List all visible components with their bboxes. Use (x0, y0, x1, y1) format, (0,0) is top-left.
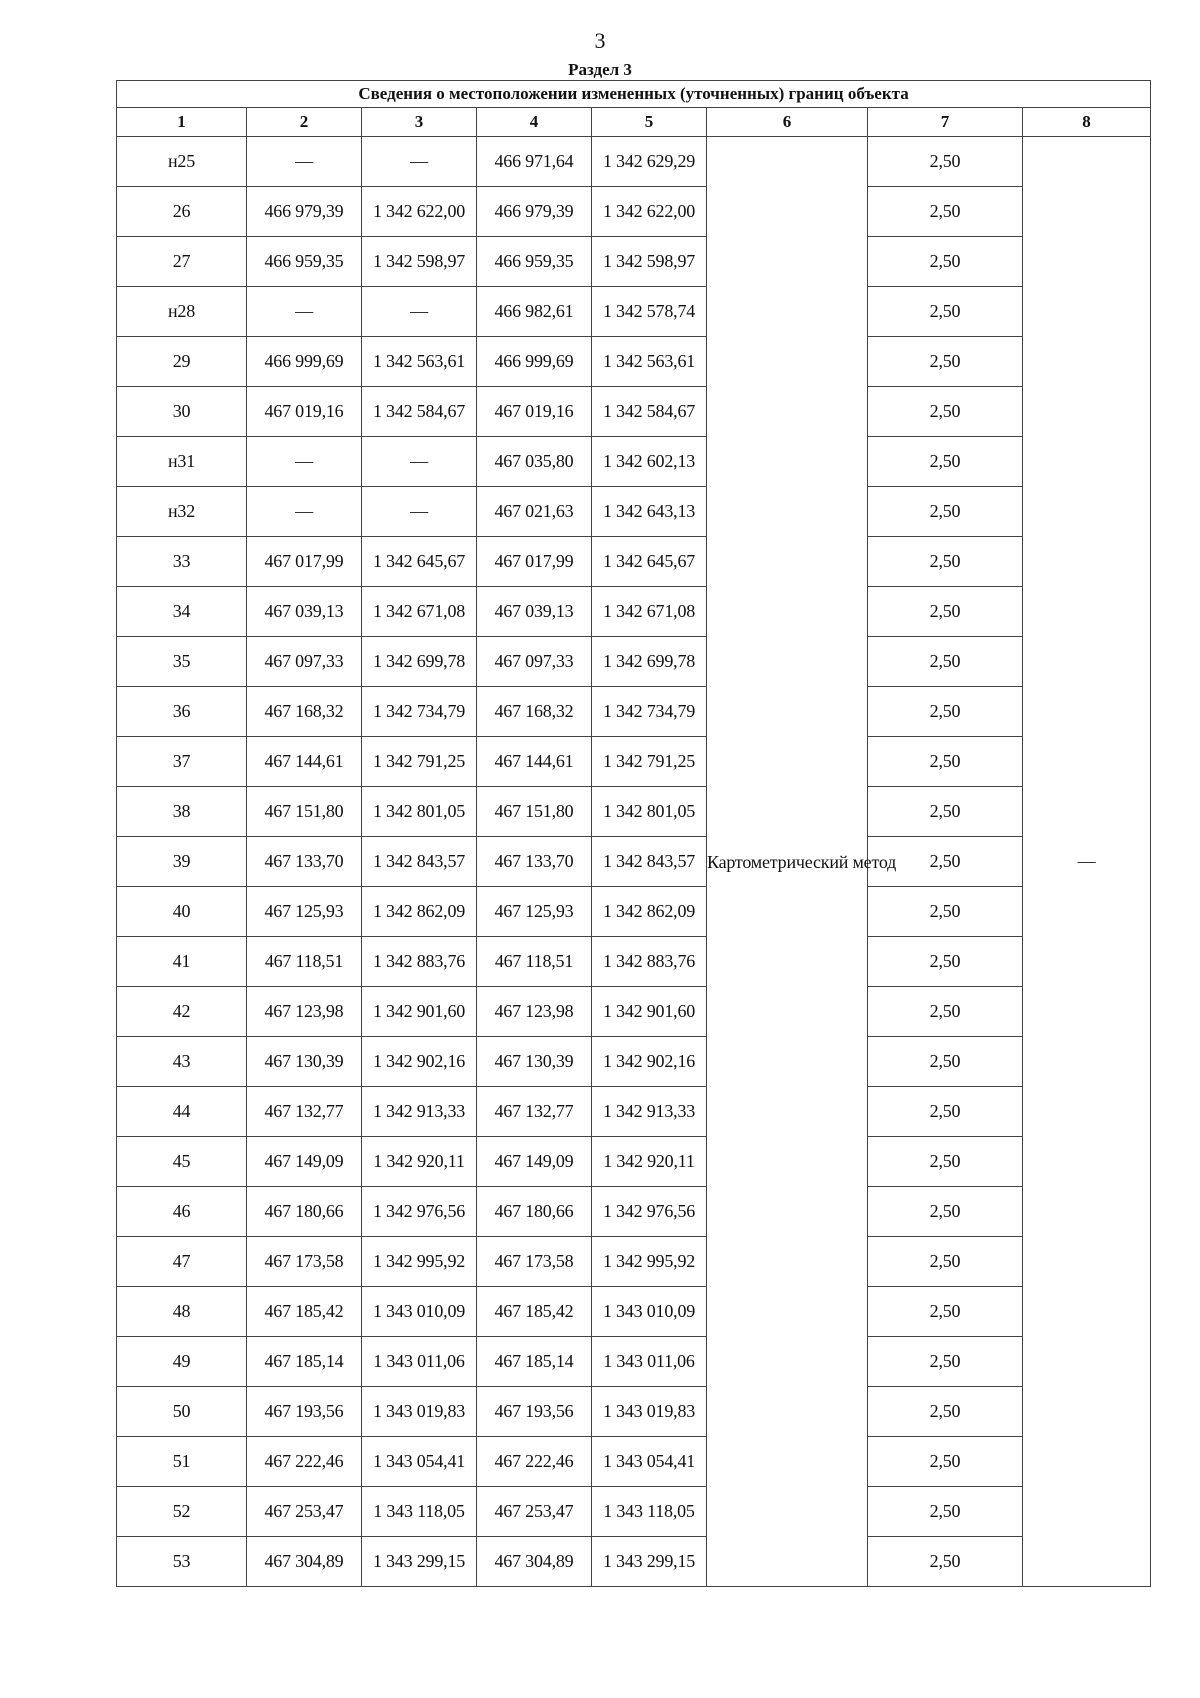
cell-point: 51 (117, 1437, 247, 1487)
cell-accuracy: 2,50 (868, 1487, 1023, 1537)
cell-x-old: 467 123,98 (247, 987, 362, 1037)
column-header-2: 2 (247, 108, 362, 137)
cell-y-old: 1 343 019,83 (362, 1387, 477, 1437)
cell-x-new: 467 123,98 (477, 987, 592, 1037)
cell-x-new: 467 017,99 (477, 537, 592, 587)
cell-x-new: 467 039,13 (477, 587, 592, 637)
cell-y-new: 1 342 622,00 (592, 187, 707, 237)
cell-x-new: 467 168,32 (477, 687, 592, 737)
cell-x-old: 466 979,39 (247, 187, 362, 237)
cell-x-new: 467 185,14 (477, 1337, 592, 1387)
cell-y-new: 1 343 019,83 (592, 1387, 707, 1437)
cell-y-old: 1 342 791,25 (362, 737, 477, 787)
table-body (117, 137, 1151, 1587)
column-header-6: 6 (707, 108, 868, 137)
cell-y-new: 1 342 629,29 (592, 137, 707, 187)
cell-point: 35 (117, 637, 247, 687)
cell-point: 52 (117, 1487, 247, 1537)
cell-accuracy: 2,50 (868, 287, 1023, 337)
cell-point: 45 (117, 1137, 247, 1187)
cell-y-new: 1 343 010,09 (592, 1287, 707, 1337)
cell-point: 49 (117, 1337, 247, 1387)
cell-x-old: 467 144,61 (247, 737, 362, 787)
cell-x-old: — (247, 437, 362, 487)
cell-y-old: 1 342 622,00 (362, 187, 477, 237)
cell-point: 43 (117, 1037, 247, 1087)
cell-y-old: 1 342 734,79 (362, 687, 477, 737)
cell-x-old: 466 959,35 (247, 237, 362, 287)
cell-x-new: 467 132,77 (477, 1087, 592, 1137)
table-row (117, 1087, 1151, 1137)
cell-x-old: — (247, 137, 362, 187)
cell-x-new: 466 959,35 (477, 237, 592, 287)
cell-y-new: 1 342 862,09 (592, 887, 707, 937)
cell-accuracy: 2,50 (868, 237, 1023, 287)
cell-x-old: 467 039,13 (247, 587, 362, 637)
cell-y-old: 1 342 913,33 (362, 1087, 477, 1137)
cell-x-new: 467 130,39 (477, 1037, 592, 1087)
cell-y-old: 1 343 010,09 (362, 1287, 477, 1337)
cell-y-new: 1 342 645,67 (592, 537, 707, 587)
cell-method: Картометрический метод (707, 137, 868, 1587)
cell-x-new: 467 019,16 (477, 387, 592, 437)
cell-y-old: 1 342 584,67 (362, 387, 477, 437)
cell-y-new: 1 342 734,79 (592, 687, 707, 737)
cell-x-new: 467 097,33 (477, 637, 592, 687)
cell-x-new: 466 971,64 (477, 137, 592, 187)
cell-x-new: 467 185,42 (477, 1287, 592, 1337)
cell-x-new: 467 222,46 (477, 1437, 592, 1487)
table-row (117, 637, 1151, 687)
cell-x-old: 467 133,70 (247, 837, 362, 887)
cell-y-old: — (362, 137, 477, 187)
cell-y-old: 1 342 843,57 (362, 837, 477, 887)
table-row (117, 537, 1151, 587)
cell-point: 37 (117, 737, 247, 787)
table-row (117, 1487, 1151, 1537)
cell-x-old: 467 151,80 (247, 787, 362, 837)
cell-accuracy: 2,50 (868, 1387, 1023, 1437)
cell-point: н28 (117, 287, 247, 337)
cell-y-new: 1 342 563,61 (592, 337, 707, 387)
cell-point: 40 (117, 887, 247, 937)
table-row (117, 787, 1151, 837)
cell-accuracy: 2,50 (868, 787, 1023, 837)
column-header-3: 3 (362, 108, 477, 137)
cell-point: 44 (117, 1087, 247, 1137)
table-row (117, 587, 1151, 637)
cell-y-new: 1 342 602,13 (592, 437, 707, 487)
cell-point: н32 (117, 487, 247, 537)
cell-x-old: 467 017,99 (247, 537, 362, 587)
cell-accuracy: 2,50 (868, 937, 1023, 987)
cell-y-new: 1 342 699,78 (592, 637, 707, 687)
cell-x-new: 467 149,09 (477, 1137, 592, 1187)
column-header-5: 5 (592, 108, 707, 137)
cell-y-new: 1 342 913,33 (592, 1087, 707, 1137)
cell-y-new: 1 342 883,76 (592, 937, 707, 987)
table-row (117, 1387, 1151, 1437)
cell-x-new: 467 193,56 (477, 1387, 592, 1437)
table-row (117, 387, 1151, 437)
cell-accuracy: 2,50 (868, 1237, 1023, 1287)
table-row (117, 337, 1151, 387)
cell-x-new: 467 133,70 (477, 837, 592, 887)
cell-accuracy: 2,50 (868, 137, 1023, 187)
table-row (117, 1187, 1151, 1237)
cell-point: 30 (117, 387, 247, 437)
table-row (117, 1287, 1151, 1337)
cell-point: 38 (117, 787, 247, 837)
cell-y-new: 1 342 976,56 (592, 1187, 707, 1237)
cell-y-old: 1 342 976,56 (362, 1187, 477, 1237)
cell-point: 27 (117, 237, 247, 287)
table-row (117, 287, 1151, 337)
cell-y-old: 1 342 902,16 (362, 1037, 477, 1087)
cell-point: 34 (117, 587, 247, 637)
table-row (117, 1537, 1151, 1587)
page-number: 3 (594, 28, 606, 53)
cell-point: 46 (117, 1187, 247, 1237)
cell-point: 36 (117, 687, 247, 737)
cell-y-old: 1 342 563,61 (362, 337, 477, 387)
cell-y-old: 1 342 671,08 (362, 587, 477, 637)
cell-accuracy: 2,50 (868, 1137, 1023, 1187)
cell-y-old: — (362, 287, 477, 337)
cell-x-new: 467 180,66 (477, 1187, 592, 1237)
cell-x-new: 466 982,61 (477, 287, 592, 337)
cell-accuracy: 2,50 (868, 987, 1023, 1037)
cell-accuracy: 2,50 (868, 487, 1023, 537)
cell-x-new: 467 173,58 (477, 1237, 592, 1287)
cell-accuracy: 2,50 (868, 1087, 1023, 1137)
cell-x-old: 467 168,32 (247, 687, 362, 737)
column-header-4: 4 (477, 108, 592, 137)
cell-y-old: — (362, 437, 477, 487)
table-row (117, 1237, 1151, 1287)
column-header-8: 8 (1023, 108, 1151, 137)
column-header-row (117, 108, 1151, 137)
cell-x-old: 467 019,16 (247, 387, 362, 437)
cell-point: 53 (117, 1537, 247, 1587)
cell-point: 26 (117, 187, 247, 237)
cell-x-old: 467 130,39 (247, 1037, 362, 1087)
cell-y-old: — (362, 487, 477, 537)
cell-x-old: 467 097,33 (247, 637, 362, 687)
cell-x-new: 467 151,80 (477, 787, 592, 837)
cell-x-old: — (247, 287, 362, 337)
cell-y-new: 1 343 011,06 (592, 1337, 707, 1387)
cell-x-new: 466 999,69 (477, 337, 592, 387)
cell-point: 48 (117, 1287, 247, 1337)
cell-x-new: 467 021,63 (477, 487, 592, 537)
cell-y-old: 1 342 645,67 (362, 537, 477, 587)
cell-x-old: 466 999,69 (247, 337, 362, 387)
cell-point: 42 (117, 987, 247, 1037)
cell-accuracy: 2,50 (868, 837, 1023, 887)
cell-point: 50 (117, 1387, 247, 1437)
column-header-1: 1 (117, 108, 247, 137)
cell-y-new: 1 342 643,13 (592, 487, 707, 537)
cell-y-new: 1 342 671,08 (592, 587, 707, 637)
cell-accuracy: 2,50 (868, 1187, 1023, 1237)
cell-x-new: 467 125,93 (477, 887, 592, 937)
cell-x-old: 467 132,77 (247, 1087, 362, 1137)
cell-accuracy: 2,50 (868, 537, 1023, 587)
table-row (117, 1337, 1151, 1387)
cell-y-new: 1 342 598,97 (592, 237, 707, 287)
cell-accuracy: 2,50 (868, 337, 1023, 387)
cell-y-new: 1 343 054,41 (592, 1437, 707, 1487)
cell-x-old: 467 185,42 (247, 1287, 362, 1337)
cell-x-new: 467 035,80 (477, 437, 592, 487)
cell-accuracy: 2,50 (868, 637, 1023, 687)
cell-accuracy: 2,50 (868, 437, 1023, 487)
cell-accuracy: 2,50 (868, 1437, 1023, 1487)
table-row (117, 1137, 1151, 1187)
cell-y-old: 1 342 883,76 (362, 937, 477, 987)
cell-y-old: 1 342 801,05 (362, 787, 477, 837)
boundary-coordinates-table (116, 80, 1151, 1587)
cell-y-new: 1 342 843,57 (592, 837, 707, 887)
cell-x-old: 467 185,14 (247, 1337, 362, 1387)
cell-accuracy: 2,50 (868, 1537, 1023, 1587)
cell-y-new: 1 342 578,74 (592, 287, 707, 337)
table-row (117, 137, 1151, 187)
cell-y-old: 1 342 920,11 (362, 1137, 477, 1187)
table-row (117, 737, 1151, 787)
cell-y-old: 1 342 901,60 (362, 987, 477, 1037)
table-row (117, 687, 1151, 737)
cell-x-old: 467 118,51 (247, 937, 362, 987)
cell-x-old: 467 180,66 (247, 1187, 362, 1237)
table-row (117, 937, 1151, 987)
cell-x-old: 467 125,93 (247, 887, 362, 937)
cell-y-old: 1 342 995,92 (362, 1237, 477, 1287)
cell-point: 29 (117, 337, 247, 387)
cell-accuracy: 2,50 (868, 687, 1023, 737)
table-row (117, 837, 1151, 887)
table-row (117, 237, 1151, 287)
section-title: Раздел 3 (568, 60, 632, 79)
cell-y-new: 1 342 901,60 (592, 987, 707, 1037)
cell-y-old: 1 342 699,78 (362, 637, 477, 687)
cell-x-new: 467 253,47 (477, 1487, 592, 1537)
cell-y-new: 1 342 920,11 (592, 1137, 707, 1187)
cell-accuracy: 2,50 (868, 1287, 1023, 1337)
cell-x-old: 467 304,89 (247, 1537, 362, 1587)
table-row (117, 1037, 1151, 1087)
cell-point: 39 (117, 837, 247, 887)
cell-point: 47 (117, 1237, 247, 1287)
cell-x-old: 467 149,09 (247, 1137, 362, 1187)
cell-accuracy: 2,50 (868, 387, 1023, 437)
cell-x-new: 467 118,51 (477, 937, 592, 987)
cell-x-old: 467 222,46 (247, 1437, 362, 1487)
cell-accuracy: 2,50 (868, 587, 1023, 637)
cell-y-new: 1 342 902,16 (592, 1037, 707, 1087)
cell-y-old: 1 343 011,06 (362, 1337, 477, 1387)
table-row (117, 987, 1151, 1037)
cell-y-new: 1 342 791,25 (592, 737, 707, 787)
cell-accuracy: 2,50 (868, 1337, 1023, 1387)
cell-x-old: 467 253,47 (247, 1487, 362, 1537)
cell-accuracy: 2,50 (868, 887, 1023, 937)
cell-y-old: 1 343 299,15 (362, 1537, 477, 1587)
cell-y-new: 1 343 299,15 (592, 1537, 707, 1587)
cell-point: н31 (117, 437, 247, 487)
table-row (117, 887, 1151, 937)
cell-point: н25 (117, 137, 247, 187)
cell-y-new: 1 342 584,67 (592, 387, 707, 437)
cell-x-old: 467 173,58 (247, 1237, 362, 1287)
cell-y-old: 1 343 054,41 (362, 1437, 477, 1487)
cell-y-old: 1 342 862,09 (362, 887, 477, 937)
cell-x-new: 467 144,61 (477, 737, 592, 787)
column-header-7: 7 (868, 108, 1023, 137)
cell-y-old: 1 343 118,05 (362, 1487, 477, 1537)
cell-x-old: 467 193,56 (247, 1387, 362, 1437)
cell-x-new: 467 304,89 (477, 1537, 592, 1587)
cell-accuracy: 2,50 (868, 1037, 1023, 1087)
cell-accuracy: 2,50 (868, 737, 1023, 787)
cell-y-new: 1 342 801,05 (592, 787, 707, 837)
table-row (117, 1437, 1151, 1487)
cell-point: 41 (117, 937, 247, 987)
table-row (117, 187, 1151, 237)
cell-point: 33 (117, 537, 247, 587)
table-row (117, 487, 1151, 537)
cell-y-new: 1 343 118,05 (592, 1487, 707, 1537)
cell-y-old: 1 342 598,97 (362, 237, 477, 287)
cell-x-old: — (247, 487, 362, 537)
cell-extra: — (1023, 137, 1151, 1587)
cell-accuracy: 2,50 (868, 187, 1023, 237)
cell-y-new: 1 342 995,92 (592, 1237, 707, 1287)
cell-x-new: 466 979,39 (477, 187, 592, 237)
table-caption: Сведения о местоположении измененных (уточненных) границ объекта (117, 81, 1151, 108)
table-row (117, 437, 1151, 487)
